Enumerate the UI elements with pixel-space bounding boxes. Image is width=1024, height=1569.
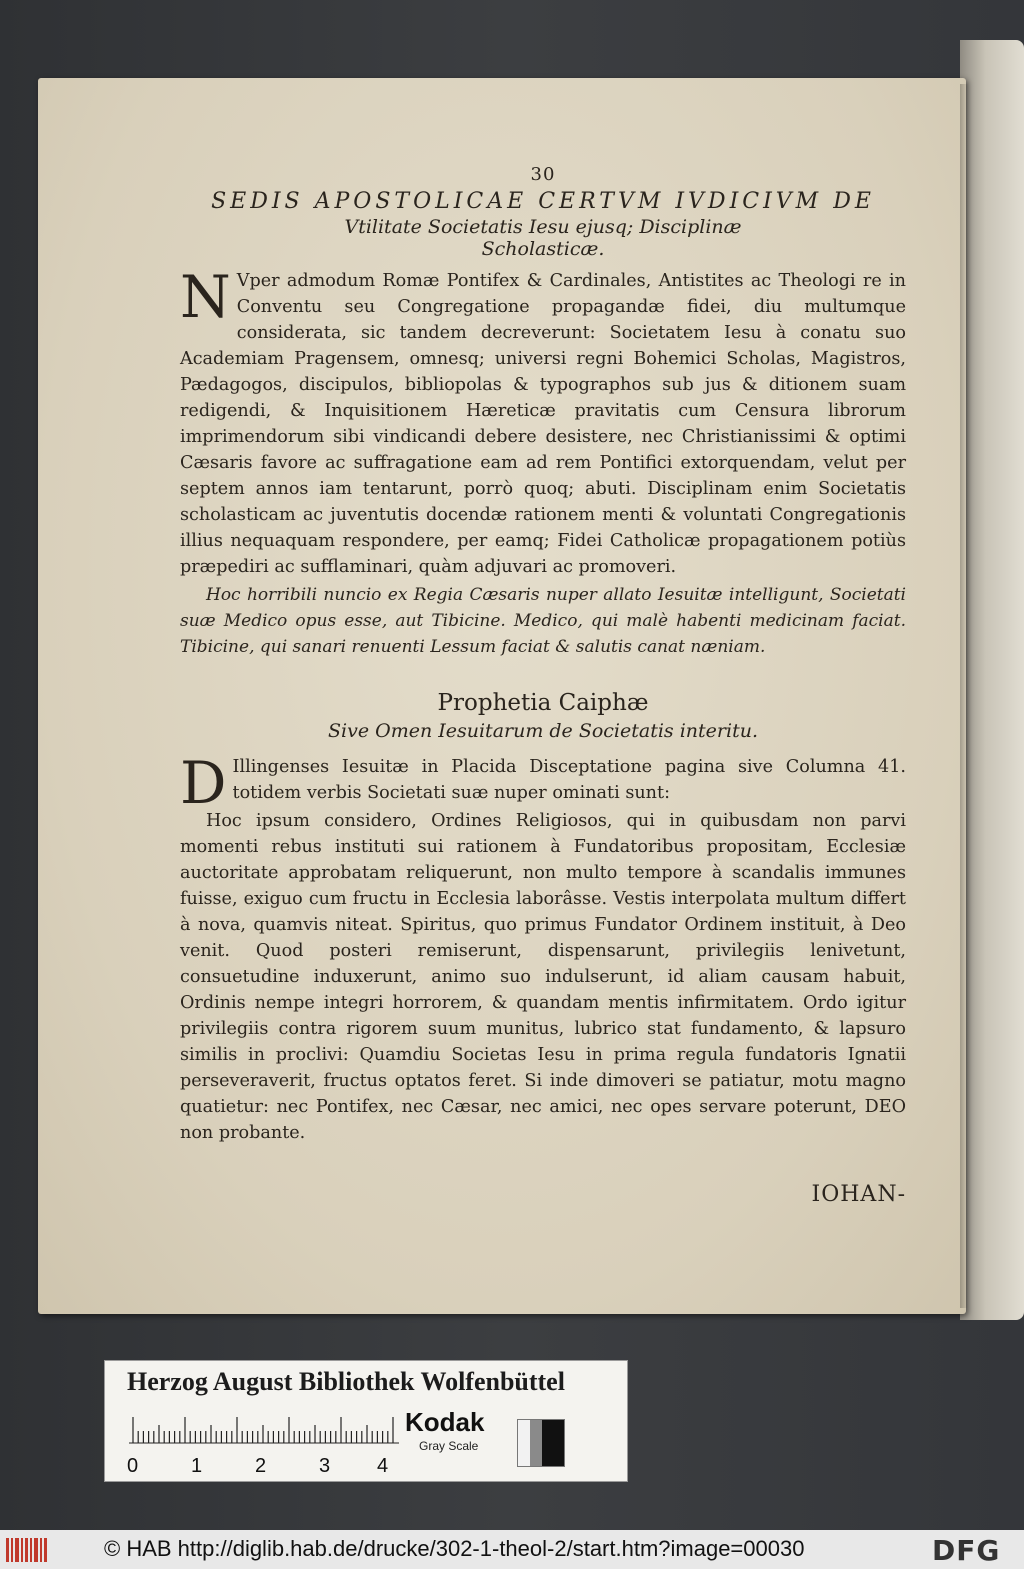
section-subtitle: Sive Omen Iesuitarum de Societatis interitu. [328,720,758,742]
paragraph-3 [180,749,906,817]
page-heading: SEDIS APOSTOLICAE CERTVM IVDICIVM DE [211,189,875,214]
barcode-icon [6,1538,48,1562]
ruler-number: 0 [127,1455,139,1477]
text-block [180,164,906,1207]
footer-bar [0,1530,1024,1569]
page-number: 30 [530,164,556,185]
library-color-label [104,1360,628,1482]
kodak-brand: Kodak [405,1407,485,1437]
library-name: Herzog August Bibliothek Wolfenbüttel [127,1367,565,1396]
ruler-scale [129,1409,399,1445]
paragraph-1-text: Vper admodum Romæ Pontifex & Cardinales, Antistites ac Theologi re in Conventu seu Congregatione propagandæ fidei, diu multumque considerata, sic tandem decreverunt: Societatem Iesu à conatu suo Academiam Pragensem, omnesq; universi regni Bohemici Scholas, Magistros, Pædagogos, discipulos, bibliopolas & typographos sub jus & ditionem suam redigendi, & Inquisitionem Hæreticæ pravitatis cum Censura librorum imprimendorum sibi vindicandi debere desistere, nec Christianissimi & optimi Cæsaris favore ac suffragatione eam ad rem Pontifici extorquendam, velut per septem annos iam tentarunt, porrò quoq; abuti. Disciplinam enim Societatis scholasticam ac juventutis docendæ rationem menti & voluntati Congregationis illius nequaquam respondere, per eamq; Fidei Catholicæ propagationem potiùs præpediri ac sufflaminari, quàm adjuvari ac promoveri. [180,271,906,577]
ruler-number: 2 [255,1455,267,1477]
ruler-number: 4 [377,1455,389,1477]
catchword: IOHAN- [811,1182,906,1207]
section-title: Prophetia Caiphæ [437,690,649,716]
dropcap-d: D [180,749,227,817]
ruler-number: 3 [319,1455,331,1477]
paragraph-1 [180,263,906,580]
page-heading-sub-1: Vtilitate Societatis Iesu ejusq; Disciplinæ [344,216,742,238]
page-gutter-shadow [960,84,968,1308]
dropcap-n: N [180,263,231,331]
ruler-number: 1 [191,1455,203,1477]
adjacent-page-edge [960,40,1024,1320]
kodak-brand-sub: Gray Scale [419,1439,479,1453]
paragraph-3-text: Illingenses Iesuitæ in Placida Disceptatione pagina sive Columna 41. totidem verbis Societati suæ nuper ominati sunt: [232,757,906,803]
dfg-logo: DFG [932,1534,1001,1567]
gray-scale-patch [517,1419,565,1467]
document-page [38,78,966,1314]
paragraph-4: Hoc ipsum considero, Ordines Religiosos, qui in quibusdam non parvi momenti rebus instituti sui rationem à Fundatoribus propositam, Ecclesiæ auctoritate approbatam reliquerunt, non multo tempore à scandalis immunes fuisse, exiguo cum fructu in Ecclesia laborâsse. Vestis interpolata multum differt à nova, quamvis niteat. Spiritus, quo primus Fundator Ordinem instituit, à Deo venit. Quod posteri remiserunt, dispensarunt, privilegiis lenivetunt, consuetudine induxerunt, animo suo indulserunt, id aliam causam habuit, Ordinis nempe integri horrorem, & quandam mentis infirmitatem. Ordo igitur privilegiis contra rigorem suum munitus, lubrico stat fundamento, & lapsuro similis in proclivi: Quamdiu Societas Iesu in prima regula fundatoris Ignatii perseveraverit, fructus optatos feret. Si inde dimoveri se patiatur, motu magno quatietur: nec Pontifex, nec Cæsar, nec amici, nec opes servare poterunt, DEO non probante. [180,811,906,1143]
page-heading-sub-2: Scholasticæ. [481,238,605,260]
paragraph-2: Hoc horribili nuncio ex Regia Cæsaris nuper allato Iesuitæ intelligunt, Societati suæ Medico opus esse, aut Tibicine. Medico, qui malè habenti medicinam faciat. Tibicine, qui sanari renuenti Lessum faciat & salutis canat næniam. [180,585,906,657]
footer-url-text: © HAB http://diglib.hab.de/drucke/302-1-theol-2/start.htm?image=00030 [104,1536,805,1561]
